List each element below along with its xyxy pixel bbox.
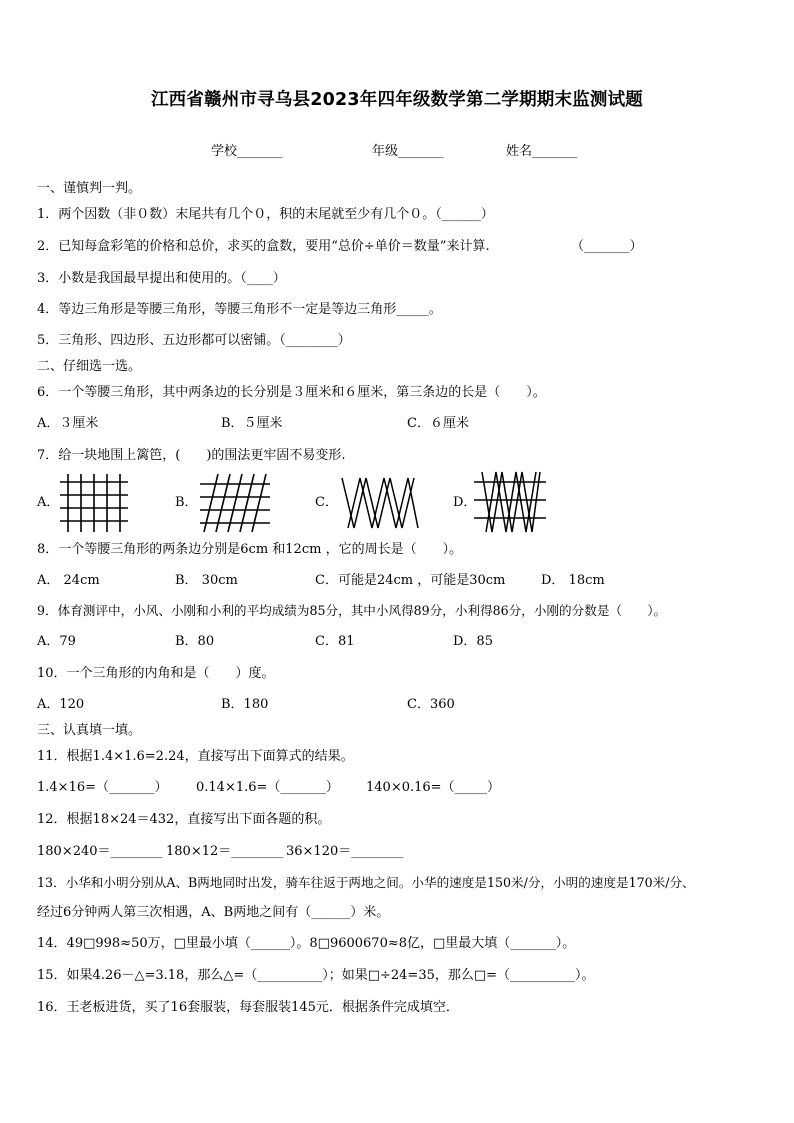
school-field[interactable]: 学校_______ — [211, 144, 283, 159]
q7-option-a[interactable]: A． — [37, 495, 60, 510]
q9-option-a[interactable]: A．79 — [37, 634, 76, 649]
fence-figure-square-grid — [60, 474, 128, 532]
q7-option-d[interactable]: D． — [453, 495, 477, 510]
question-4: 4．等边三角形是等腰三角形，等腰三角形不一定是等边三角形_____。 — [37, 302, 442, 317]
question-15: 15．如果4.26－△=3.18，那么△=（__________）；如果□÷24=35，那么□=（__________）。 — [37, 968, 595, 983]
question-12: 12．根据18×24＝432，直接写出下面各题的积。 — [37, 812, 331, 827]
q7-option-b[interactable]: B． — [175, 495, 198, 510]
fence-figure-parallelogram-grid — [200, 474, 270, 532]
section-heading-3: 三、认真填一填。 — [37, 723, 142, 738]
question-5: 5．三角形、四边形、五边形都可以密铺。（________） — [37, 333, 351, 348]
fence-figure-triangle-zigzag — [340, 474, 420, 532]
question-7: 7．给一块地围上篱笆，( )的围法更牢固不易变形. — [37, 448, 346, 463]
q11-part-1[interactable]: 1.4×16=（_______） — [37, 780, 168, 795]
question-6: 6．一个等腰三角形，其中两条边的长分别是３厘米和６厘米，第三条边的长是（ ）。 — [37, 385, 546, 400]
question-2-blank[interactable]: （_______） — [571, 239, 643, 254]
question-16: 16．王老板进货，买了16套服装，每套服装145元．根据条件完成填空． — [37, 1000, 459, 1015]
q7-option-c[interactable]: C． — [315, 495, 338, 510]
q6-option-a[interactable]: A．３厘米 — [37, 416, 99, 431]
question-2: 2．已知每盒彩笔的价格和总价，求买的盒数，要用“总价÷单价＝数量”来计算. — [37, 239, 490, 254]
q11-part-2[interactable]: 0.14×1.6=（_______） — [196, 780, 339, 795]
q8-option-a[interactable]: A． 24cm — [37, 573, 100, 588]
q12-part-2[interactable]: 180×12＝________ — [166, 844, 284, 859]
question-9: 9．体育测评中，小风、小刚和小利的平均成绩为85分，其中小风得89分，小利得86分，小刚的分数是（ ）。 — [37, 603, 667, 618]
q12-part-3[interactable]: 36×120＝________ — [286, 844, 404, 859]
grade-field[interactable]: 年级_______ — [372, 144, 444, 159]
page-title: 江西省赣州市寻乌县2023年四年级数学第二学期期末监测试题 — [150, 90, 643, 110]
q9-option-d[interactable]: D．85 — [453, 634, 493, 649]
q9-option-c[interactable]: C．81 — [315, 634, 355, 649]
q8-option-b[interactable]: B． 30cm — [175, 573, 238, 588]
q10-option-b[interactable]: B．180 — [221, 697, 269, 712]
q9-option-b[interactable]: B．80 — [175, 634, 215, 649]
question-14: 14．49□998≈50万，□里最小填（______）。8□9600670≈8亿，□里最大填（_______）。 — [37, 936, 576, 951]
q10-option-c[interactable]: C．360 — [407, 697, 455, 712]
fence-figure-triangle-lattice — [474, 470, 546, 534]
q10-option-a[interactable]: A．120 — [37, 697, 85, 712]
question-1: 1．两个因数（非０数）末尾共有几个０，积的末尾就至少有几个０。（______） — [37, 207, 494, 222]
question-8: 8．一个等腰三角形的两条边分别是6cm 和12cm ，它的周长是（ ）。 — [37, 542, 463, 557]
question-13-line-1: 13．小华和小明分别从A、B两地同时出发，骑车往返于两地之间。小华的速度是150米/分，小明的速度是170米/分、 — [37, 875, 695, 890]
q8-option-c[interactable]: C．可能是24cm ，可能是30cm — [315, 573, 506, 588]
question-13-line-2: 经过6分钟两人第三次相遇，A、B两地之间有（______）米。 — [37, 905, 390, 920]
question-11: 11．根据1.4×1.6=2.24，直接写出下面算式的结果。 — [37, 749, 354, 764]
question-10: 10．一个三角形的内角和是（ ）度。 — [37, 666, 275, 681]
section-heading-2: 二、仔细选一选。 — [37, 359, 142, 374]
q6-option-c[interactable]: C．６厘米 — [407, 416, 469, 431]
q6-option-b[interactable]: B．５厘米 — [221, 416, 283, 431]
name-field[interactable]: 姓名_______ — [506, 144, 578, 159]
section-heading-1: 一、谨慎判一判。 — [37, 181, 142, 196]
q8-option-d[interactable]: D． 18cm — [541, 573, 605, 588]
q11-part-3[interactable]: 140×0.16=（_____） — [366, 780, 501, 795]
q12-part-1[interactable]: 180×240＝________ — [37, 844, 163, 859]
question-3: 3．小数是我国最早提出和使用的。（____） — [37, 271, 286, 286]
